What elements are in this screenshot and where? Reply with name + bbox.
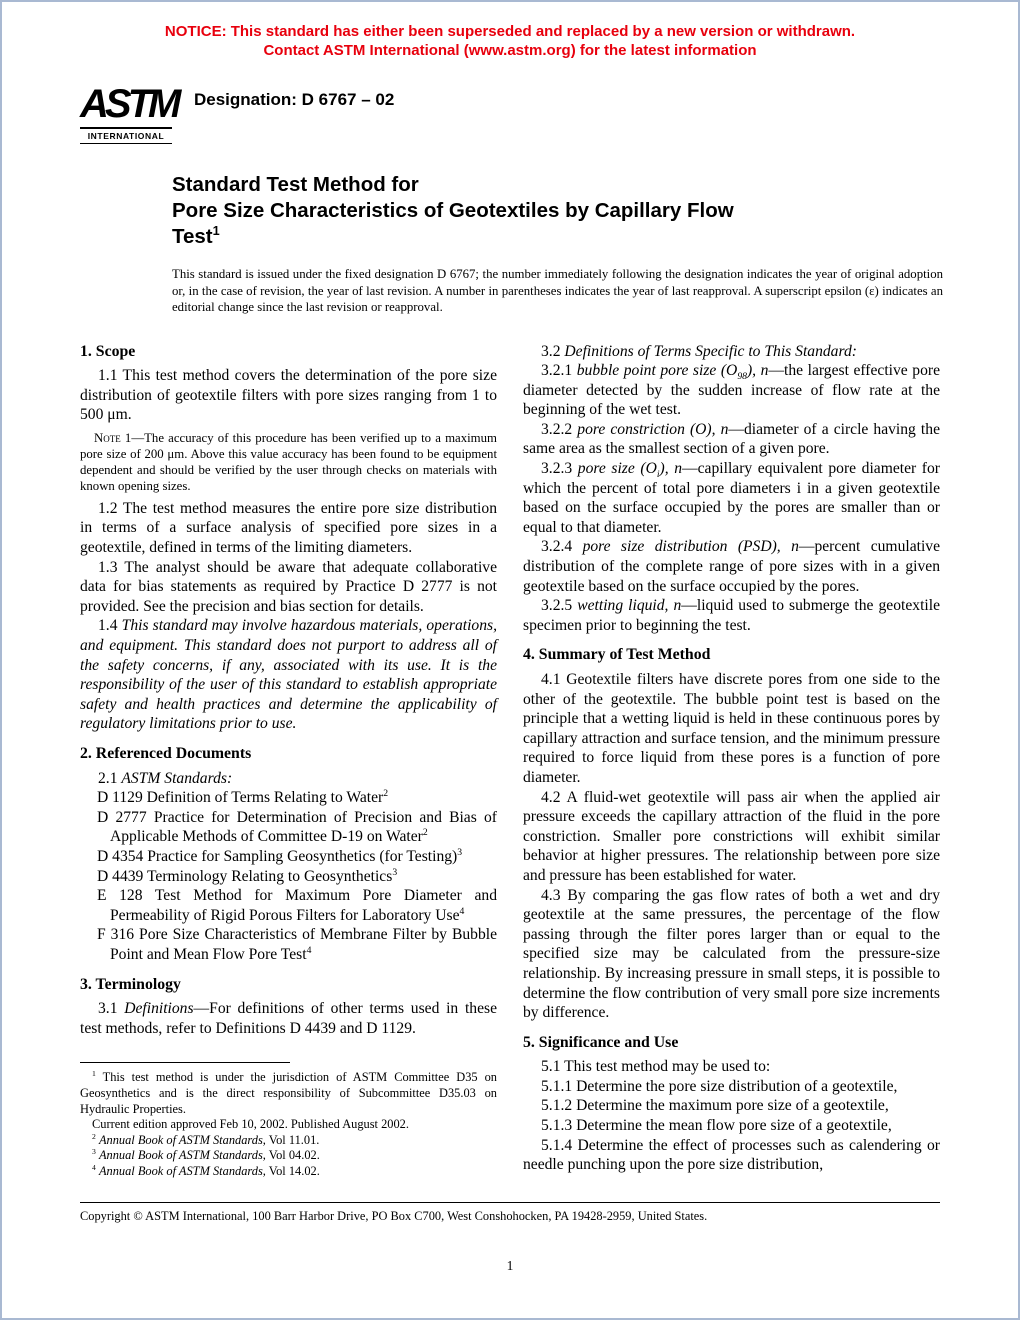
copyright-notice: Copyright © ASTM International, 100 Barr Harbor Drive, PO Box C700, West Conshohocken, PA 19428-2959, United States. [80,1209,708,1223]
term-number: 3.2.3 [541,460,573,478]
note-1 [80,430,497,494]
paragraph-4-3: 4.3 By comparing the gas flow rates of both a wet and dry geotextile at the same pressures, the percentage of the flow passing through the filter pores larger than or equal to the specified size may be calculated from the pressure-size relationship. By increasing pressure in small steps, it is possible to determine the flow contribution of very small pore size increments by difference. [523,886,940,1022]
term-name: pore size distribution (PSD), n [582,538,799,556]
term-definition: —percent cumulative distribution of the complete range of pore sizes with in a given geotextile based on the surface occupied by the pores. [523,538,940,595]
footnote-1-marker: 1 [92,1069,96,1079]
title-line1: Standard Test Method for [172,173,419,196]
referenced-standard-d1129 [80,788,497,808]
astm-logo-subtext: INTERNATIONAL [80,127,172,144]
note-1-text: —The accuracy of this procedure has been verified up to a maximum pore size of 200 μm. Above this value accuracy has been found to be equipment dependent and should be verified by the user through checks on materials with known opening sizes. [80,430,497,493]
ref-footnote-marker: 2 [422,827,428,839]
term-definition: —the largest effective pore diameter detected by the sudden increase of flow rate at the beginning of the wet test. [523,362,940,419]
section-3-heading: 3. Terminology [80,975,181,993]
footnote-4-marker: 4 [92,1162,96,1172]
paragraph-5-1-4: 5.1.4 Determine the effect of processes such as calendering or needle punching upon the pore size distribution, [523,1136,940,1174]
designation-label: Designation: D 6767 – 02 [194,90,395,109]
ref-text: D 4439 Terminology Relating to Geosynthetics [97,867,393,885]
footnote-3 [80,1148,497,1164]
footnotes [80,1062,497,1179]
term-definition: —capillary equivalent pore diameter for which the percent of total pore diameters i in a given geotextile based on the surface occupied by the pores are smaller than or equal to that diameter. [523,460,940,536]
ref-text: D 1129 Definition of Terms Relating to Water [97,789,384,807]
note-1-label: Note 1 [94,430,132,445]
term-number: 3.2.1 [541,362,573,380]
astm-logo [80,82,178,144]
page-footer [80,1202,940,1224]
paragraph-4-1: 4.1 Geotextile filters have discrete pores from one side to the other of the geotextile. The bubble point test is based on the principle that a wetting liquid is held in these continuous pores by capillary attraction and surface tension, and the minimum pressure required to force liquid from these pores is a function of pore diameter. [523,671,940,786]
ref-footnote-marker: 3 [392,866,398,878]
referenced-standard-d4439 [80,867,497,887]
ref-text: F 316 Pore Size Characteristics of Membrane Filter by Bubble Point and Mean Flow Pore Test [97,926,497,963]
paragraph-3-1-text: —For definitions of other terms used in these test methods, refer to Definitions D 4439 and D 1129. [80,1000,497,1037]
paragraph-1-4 [80,616,497,734]
term-name: bubble point pore size $(O_{98})$, n [576,362,769,383]
paragraph-1-2: 1.2 The test method measures the entire pore size distribution in terms of a surface analysis of specified pore sizes in a geotextile, defined in terms of the limiting diameters. [80,499,497,557]
referenced-standard-e128 [80,886,497,925]
notice-line1: NOTICE: This standard has either been superseded and replaced by a new version or withdrawn. [164,23,856,40]
footnote-2-text: Vol 11.01. [265,1132,320,1147]
right-column [523,342,940,1180]
document-title [172,172,943,250]
term-number: 3.2.4 [541,538,573,556]
footnote-1 [80,1070,497,1117]
title-line2: Pore Size Characteristics of Geotextiles by Capillary Flow [172,199,734,222]
paragraph-2-1-text: ASTM Standards: [121,769,233,787]
paragraph-2-1-number: 2.1 [98,769,118,787]
header [80,84,940,144]
referenced-standard-d4354 [80,847,497,867]
ref-text: E 128 Test Method for Maximum Pore Diameter and Permeability of Rigid Porous Filters for Laboratory Use [97,887,497,924]
term-3-2-2 [523,420,940,459]
left-column [80,342,497,1180]
paragraph-1-4-text: This standard may involve hazardous materials, operations, and equipment. This standard does not purport to address all of the safety concerns, if any, associated with its use. It is the responsibility of the user of this standard to establish appropriate safety and health practices and determine the applicability of regulatory limitations prior to use. [80,617,497,733]
paragraph-5-1-1: 5.1.1 Determine the pore size distribution of a geotextile, [541,1077,898,1095]
issuance-statement: This standard is issued under the fixed designation D 6767; the number immediately following the designation indicates the year of original adoption or, in the case of revision, the year of last revision. A number in parentheses indicates the year of last reapproval. A superscript epsilon (ε) indicates an editorial change since the last revision or reapproval. [172,267,943,314]
footnote-2 [80,1133,497,1149]
paragraph-5-1-3: 5.1.3 Determine the mean flow pore size of a geotextile, [541,1117,892,1135]
footer-rule [80,1202,940,1203]
term-definition: —diameter of a circle having the same area as the smallest section of a given pore. [523,420,940,458]
term-number: 3.2.5 [541,597,573,615]
term-name: wetting liquid, n [577,597,682,615]
ref-text: D 4354 Practice for Sampling Geosynthetics (for Testing) [97,847,458,865]
term-number: 3.2.2 [541,420,573,438]
title-line3 [172,224,943,250]
term-3-2-4 [523,537,940,596]
title-line3-text: Test [172,225,213,248]
term-3-2-5 [523,596,940,635]
paragraph-5-1-2: 5.1.2 Determine the maximum pore size of a geotextile, [541,1097,889,1115]
paragraph-3-2-text: Definitions of Terms Specific to This Standard: [564,342,857,360]
ref-footnote-marker: 4 [459,905,465,917]
footnote-3-marker: 3 [92,1147,96,1157]
footnote-separator [80,1062,290,1063]
footnote-2-marker: 2 [92,1131,96,1141]
referenced-standard-f316 [80,925,497,964]
paragraph-1-1: 1.1 This test method covers the determination of the pore size distribution of geotextile filters with pore sizes ranging from 1 to 500 μm. [80,367,497,424]
title-footnote-marker: 1 [212,223,220,239]
paragraph-2-1 [80,769,497,789]
paragraph-3-1 [80,999,497,1038]
section-1-heading: 1. Scope [80,342,136,360]
term-name: pore size $(O_i)$, n [577,460,683,481]
footnote-3-source: Annual Book of ASTM Standards, [98,1148,266,1163]
section-5-heading: 5. Significance and Use [523,1033,679,1051]
footnote-3-text: Vol 04.02. [265,1148,320,1163]
paragraph-4-2: 4.2 A fluid-wet geotextile will pass air when the applied air pressure exceeds the capillary attraction of the fluid in the pore constriction. Smaller pore constrictions will exhibit similar behavior at higher pressures. The relationship between pore size and pressure has been established for water. [523,788,940,884]
referenced-standard-d2777 [80,808,497,847]
paragraph-3-2-number: 3.2 [541,342,561,360]
term-3-2-1 [523,361,940,420]
term-3-2-3 [523,459,940,537]
footnote-4-text: Vol 14.02. [265,1163,320,1178]
page-number: 1 [506,1258,514,1273]
paragraph-1-4-number: 1.4 [98,617,118,635]
supersession-notice [2,2,1018,60]
paragraph-3-1-number: 3.1 [98,1000,118,1018]
section-2-heading: 2. Referenced Documents [80,745,252,762]
term-definition: —liquid used to submerge the geotextile specimen prior to beginning the test. [523,597,940,634]
notice-line2: Contact ASTM International (www.astm.org) for the latest information [263,42,757,59]
footnote-edition: Current edition approved Feb 10, 2002. Published August 2002. [92,1117,409,1132]
paragraph-5-1: 5.1 This test method may be used to: [541,1058,771,1076]
ref-footnote-marker: 2 [383,788,389,799]
ref-footnote-marker: 4 [306,944,312,956]
footnote-4 [80,1164,497,1180]
footnote-2-source: Annual Book of ASTM Standards, [98,1132,266,1147]
footnote-1-text: This test method is under the jurisdiction of ASTM Committee D35 on Geosynthetics and is the direct responsibility of Subcommittee D35.03 on Hydraulic Properties. [80,1070,497,1116]
ref-text: D 2777 Practice for Determination of Precision and Bias of Applicable Methods of Committee D-19 on Water [97,808,497,846]
astm-logo-text: ASTM [80,82,178,126]
term-name: pore constriction (O), n [577,420,729,438]
footnote-4-source: Annual Book of ASTM Standards, [98,1163,266,1178]
body-columns [80,342,940,1180]
ref-footnote-marker: 3 [457,846,463,858]
paragraph-3-2 [523,342,940,362]
paragraph-3-1-term: Definitions [124,1000,194,1018]
section-4-heading: 4. Summary of Test Method [523,646,711,664]
paragraph-1-3: 1.3 The analyst should be aware that adequate collaborative data for bias statements as required by Practice D 2777 is not provided. See the precision and bias section for details. [80,558,497,615]
